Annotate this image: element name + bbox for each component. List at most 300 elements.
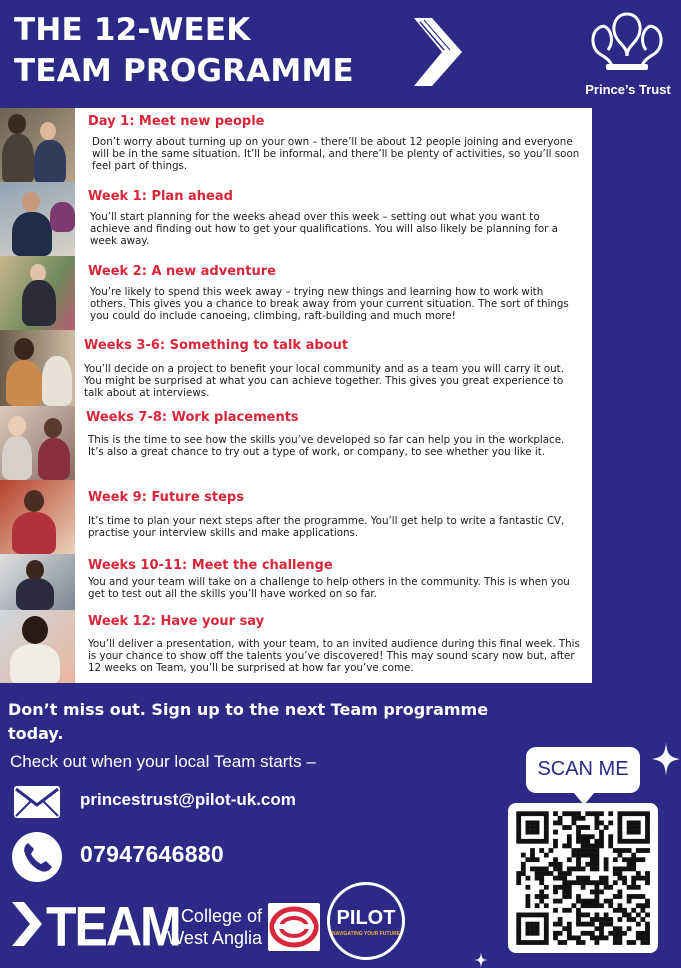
qr-module: [535, 913, 540, 918]
qr-module: [604, 913, 609, 918]
qr-module: [581, 834, 586, 839]
qr-module: [581, 848, 586, 853]
qr-module: [627, 811, 632, 816]
qr-module: [613, 936, 618, 941]
qr-module: [535, 871, 540, 876]
qr-module: [562, 894, 567, 899]
list-item: [0, 406, 592, 480]
phone-link[interactable]: 07947646880: [80, 841, 225, 867]
qr-module: [576, 825, 581, 830]
qr-module: [613, 857, 618, 862]
check-text: Check out when your local Team starts –: [10, 752, 316, 771]
qr-module: [599, 936, 604, 941]
qr-module: [549, 871, 554, 876]
qr-module: [558, 922, 563, 927]
qr-module: [521, 867, 526, 872]
photo-challenge: [0, 554, 75, 610]
item-heading: Weeks 10-11: Meet the challenge: [88, 558, 333, 573]
qr-module: [576, 811, 581, 816]
qr-module: [530, 913, 535, 918]
qr-module: [526, 940, 531, 945]
qr-module: [631, 885, 636, 890]
qr-module: [526, 876, 531, 881]
qr-module: [576, 940, 581, 945]
qr-module: [645, 913, 650, 918]
qr-module: [576, 853, 581, 858]
qr-module: [645, 876, 650, 881]
qr-module: [585, 922, 590, 927]
qr-module: [585, 853, 590, 858]
list-item: [0, 256, 592, 330]
email-link[interactable]: princestrust@pilot-uk.com: [80, 790, 296, 809]
team-logo: [10, 895, 180, 958]
qr-module: [544, 885, 549, 890]
college-logo-icon: [268, 903, 320, 951]
qr-module: [622, 839, 627, 844]
qr-module: [576, 867, 581, 872]
qr-module: [631, 830, 636, 835]
qr-module: [627, 857, 632, 862]
qr-module: [535, 931, 540, 936]
qr-module: [590, 848, 595, 853]
qr-module: [618, 853, 623, 858]
qr-module: [581, 913, 586, 918]
qr-module: [636, 825, 641, 830]
qr-module: [535, 926, 540, 931]
qr-module: [595, 844, 600, 849]
qr-module: [618, 903, 623, 908]
qr-module: [553, 821, 558, 826]
qr-module: [641, 908, 646, 913]
qr-module: [526, 899, 531, 904]
qr-module: [539, 839, 544, 844]
qr-module: [535, 867, 540, 872]
item-heading: Weeks 7-8: Work placements: [86, 410, 299, 425]
qr-module: [576, 913, 581, 918]
qr-module: [636, 839, 641, 844]
qr-module: [567, 825, 572, 830]
qr-module: [553, 857, 558, 862]
qr-module: [599, 876, 604, 881]
qr-module: [618, 908, 623, 913]
qr-module: [641, 936, 646, 941]
qr-module: [641, 940, 646, 945]
qr-module: [599, 830, 604, 835]
qr-module: [535, 839, 540, 844]
qr-module: [618, 834, 623, 839]
qr-module: [576, 816, 581, 821]
qr-module: [553, 811, 558, 816]
qr-module: [544, 931, 549, 936]
qr-module: [535, 821, 540, 826]
item-text: You’re likely to spend this week away – trying new things and learning how to work with others. This gives you a chance to break away from your current situation. The sort of things you could do include canoeing, climbing, raft-building and much more!: [90, 286, 569, 323]
item-text: You’ll start planning for the weeks ahead over this week – setting out what you want to achieve and finding out how to get your qualifications. You will also likely be planning for a week away.: [90, 211, 558, 248]
qr-module: [636, 903, 641, 908]
qr-module: [576, 917, 581, 922]
qr-module: [622, 867, 627, 872]
qr-module: [618, 867, 623, 872]
qr-module: [567, 931, 572, 936]
qr-module: [567, 926, 572, 931]
qr-module: [622, 913, 627, 918]
sparkle-icon: [652, 742, 680, 776]
qr-module: [590, 890, 595, 895]
qr-module: [604, 862, 609, 867]
qr-module: [576, 908, 581, 913]
qr-module: [544, 894, 549, 899]
qr-module: [544, 825, 549, 830]
qr-module: [590, 936, 595, 941]
qr-module: [526, 922, 531, 927]
qr-module: [613, 931, 618, 936]
qr-module: [618, 876, 623, 881]
qr-module: [539, 940, 544, 945]
qr-module: [576, 830, 581, 835]
qr-module: [631, 894, 636, 899]
qr-module: [590, 899, 595, 904]
qr-module: [627, 848, 632, 853]
qr-module: [627, 821, 632, 826]
qr-module: [562, 871, 567, 876]
qr-module: [627, 862, 632, 867]
feathers-icon: [584, 8, 670, 78]
qr-module: [590, 853, 595, 858]
qr-module: [618, 931, 623, 936]
qr-module: [530, 848, 535, 853]
qr-module: [521, 853, 526, 858]
qr-module: [576, 894, 581, 899]
item-heading: Week 12: Have your say: [88, 614, 265, 629]
qr-module: [581, 940, 586, 945]
phone-icon: [12, 832, 62, 882]
qr-module: [645, 940, 650, 945]
qr-module: [585, 931, 590, 936]
qr-module: [585, 862, 590, 867]
qr-module: [585, 880, 590, 885]
qr-module: [530, 830, 535, 835]
qr-module: [576, 834, 581, 839]
qr-module: [562, 880, 567, 885]
qr-module: [539, 811, 544, 816]
qr-module: [526, 825, 531, 830]
princes-trust-logo: [578, 8, 678, 100]
qr-module: [608, 903, 613, 908]
qr-module: [641, 894, 646, 899]
qr-module: [558, 876, 563, 881]
qr-module: [521, 913, 526, 918]
qr-module: [585, 844, 590, 849]
qr-module: [590, 922, 595, 927]
qr-module: [645, 880, 650, 885]
title-line-2: TEAM PROGRAMME: [14, 53, 354, 89]
qr-module: [627, 926, 632, 931]
qr-module: [595, 862, 600, 867]
qr-module: [595, 867, 600, 872]
photo-people-working: [0, 108, 75, 182]
list-item: [0, 182, 592, 256]
qr-module: [553, 908, 558, 913]
qr-module: [604, 936, 609, 941]
qr-module: [530, 867, 535, 872]
list-item: [0, 480, 592, 554]
qr-module: [631, 821, 636, 826]
qr-module: [636, 811, 641, 816]
qr-module: [631, 839, 636, 844]
qr-module: [604, 899, 609, 904]
qr-module: [645, 811, 650, 816]
qr-module: [641, 848, 646, 853]
qr-module: [585, 825, 590, 830]
qr-module: [622, 931, 627, 936]
list-item: [0, 330, 592, 406]
qr-module: [618, 871, 623, 876]
qr-module: [608, 834, 613, 839]
qr-module: [558, 867, 563, 872]
qr-module: [553, 844, 558, 849]
qr-module: [535, 903, 540, 908]
qr-module: [530, 853, 535, 858]
qr-module: [585, 913, 590, 918]
qr-module: [645, 922, 650, 927]
photo-talking: [0, 330, 75, 406]
qr-module: [572, 853, 577, 858]
qr-module: [530, 839, 535, 844]
qr-module: [516, 931, 521, 936]
qr-module: [590, 917, 595, 922]
qr-module: [526, 903, 531, 908]
qr-module: [636, 830, 641, 835]
qr-module: [645, 834, 650, 839]
qr-module: [645, 899, 650, 904]
qr-module: [521, 940, 526, 945]
qr-module: [567, 922, 572, 927]
qr-module: [636, 876, 641, 881]
qr-module: [613, 908, 618, 913]
qr-module: [558, 931, 563, 936]
qr-module: [521, 871, 526, 876]
qr-module: [590, 862, 595, 867]
qr-module: [562, 825, 567, 830]
qr-module: [622, 848, 627, 853]
qr-module: [567, 880, 572, 885]
qr-module: [521, 811, 526, 816]
qr-module: [530, 926, 535, 931]
qr-module: [636, 848, 641, 853]
qr-module: [558, 917, 563, 922]
qr-module: [645, 821, 650, 826]
qr-module: [558, 940, 563, 945]
qr-module: [631, 908, 636, 913]
qr-module: [544, 834, 549, 839]
qr-module: [604, 917, 609, 922]
qr-module: [553, 830, 558, 835]
qr-module: [645, 931, 650, 936]
qr-module: [549, 848, 554, 853]
qr-module: [553, 867, 558, 872]
chevron-right-icon: [410, 14, 466, 90]
qr-module: [618, 936, 623, 941]
qr-module: [572, 816, 577, 821]
qr-module: [613, 867, 618, 872]
qr-module: [613, 848, 618, 853]
qr-module: [526, 857, 531, 862]
qr-module: [585, 811, 590, 816]
qr-module: [599, 917, 604, 922]
sparkle-icon: [474, 952, 488, 968]
qr-module: [627, 913, 632, 918]
qr-module: [631, 862, 636, 867]
qr-module: [636, 936, 641, 941]
qr-module: [516, 880, 521, 885]
qr-module: [544, 839, 549, 844]
qr-module: [595, 890, 600, 895]
qr-module: [562, 926, 567, 931]
qr-module: [595, 899, 600, 904]
title-line-1: THE 12-WEEK: [14, 12, 251, 48]
qr-module: [595, 885, 600, 890]
item-text: You’ll deliver a presentation, with your team, to an invited audience during this final week. This is your chance to show off the talents you’ve discovered! This may sound scary now but, after 12 weeks on Team, you’ll be surprised at how far you’ve come.: [88, 638, 580, 675]
programme-panel: [0, 108, 592, 683]
qr-module: [581, 867, 586, 872]
qr-module: [595, 853, 600, 858]
qr-module: [590, 811, 595, 816]
qr-module: [595, 811, 600, 816]
qr-module: [636, 894, 641, 899]
qr-module: [599, 931, 604, 936]
qr-code[interactable]: [508, 803, 658, 953]
qr-module: [576, 936, 581, 941]
qr-module: [562, 844, 567, 849]
qr-module: [581, 816, 586, 821]
qr-module: [549, 862, 554, 867]
qr-module: [631, 940, 636, 945]
qr-module: [641, 917, 646, 922]
qr-module: [641, 931, 646, 936]
qr-module: [636, 871, 641, 876]
qr-module: [526, 885, 531, 890]
qr-module: [567, 867, 572, 872]
qr-module: [544, 936, 549, 941]
qr-module: [595, 917, 600, 922]
chevron-right-icon: [10, 900, 44, 948]
qr-module: [613, 940, 618, 945]
qr-module: [572, 821, 577, 826]
qr-module: [595, 857, 600, 862]
qr-module: [572, 848, 577, 853]
qr-module: [618, 890, 623, 895]
item-heading: Week 1: Plan ahead: [88, 189, 233, 204]
qr-module: [572, 936, 577, 941]
qr-module: [636, 913, 641, 918]
pilot-logo-text: PILOT: [336, 907, 396, 929]
qr-module: [526, 913, 531, 918]
qr-module: [631, 917, 636, 922]
qr-module: [608, 821, 613, 826]
list-item: [0, 108, 592, 182]
qr-module: [604, 880, 609, 885]
qr-module: [595, 839, 600, 844]
qr-module: [530, 821, 535, 826]
qr-module: [645, 903, 650, 908]
qr-module: [595, 936, 600, 941]
qr-module: [627, 917, 632, 922]
qr-module: [576, 862, 581, 867]
item-text: It’s time to plan your next steps after the programme. You’ll get help to write a fantastic CV, practise your interview skills and make applications.: [88, 515, 565, 540]
qr-module: [576, 839, 581, 844]
qr-module: [521, 862, 526, 867]
qr-module: [599, 926, 604, 931]
qr-module: [572, 880, 577, 885]
qr-module: [595, 825, 600, 830]
qr-module: [604, 922, 609, 927]
qr-module: [590, 931, 595, 936]
qr-module: [581, 876, 586, 881]
qr-module: [553, 922, 558, 927]
qr-module: [641, 876, 646, 881]
qr-module: [516, 811, 521, 816]
qr-module: [562, 876, 567, 881]
qr-module: [636, 931, 641, 936]
qr-module: [581, 844, 586, 849]
qr-module: [618, 917, 623, 922]
qr-module: [622, 908, 627, 913]
qr-module: [581, 880, 586, 885]
qr-module: [544, 922, 549, 927]
qr-module: [539, 876, 544, 881]
qr-module: [618, 926, 623, 931]
qr-module: [544, 853, 549, 858]
qr-module: [572, 811, 577, 816]
qr-module: [526, 839, 531, 844]
photo-planning: [0, 182, 75, 256]
qr-module: [544, 913, 549, 918]
qr-module: [530, 857, 535, 862]
qr-module: [567, 839, 572, 844]
qr-module: [618, 894, 623, 899]
qr-module: [576, 848, 581, 853]
qr-module: [595, 926, 600, 931]
qr-module: [599, 890, 604, 895]
qr-module: [622, 876, 627, 881]
qr-module: [645, 816, 650, 821]
qr-module: [595, 816, 600, 821]
qr-module: [539, 848, 544, 853]
qr-module: [631, 853, 636, 858]
qr-module: [595, 848, 600, 853]
qr-module: [516, 922, 521, 927]
list-item: [0, 610, 592, 683]
pilot-tagline: NAVIGATING YOUR FUTURE: [331, 931, 401, 937]
qr-module: [595, 821, 600, 826]
qr-module: [627, 894, 632, 899]
qr-module: [521, 839, 526, 844]
qr-module: [526, 894, 531, 899]
scan-me-label: [526, 747, 640, 793]
item-text: You and your team will take on a challenge to help others in the community. This is when you get to test out all the skills you’ll have worked on so far.: [88, 576, 570, 601]
qr-module: [516, 936, 521, 941]
qr-module: [558, 821, 563, 826]
qr-module: [604, 825, 609, 830]
list-item: [0, 554, 592, 610]
qr-module: [572, 903, 577, 908]
qr-module: [558, 816, 563, 821]
cta-text: Don’t miss out. Sign up to the next Team programme today.: [8, 700, 489, 743]
qr-module: [618, 821, 623, 826]
qr-module: [516, 834, 521, 839]
qr-module: [645, 830, 650, 835]
qr-module: [516, 940, 521, 945]
qr-module: [599, 821, 604, 826]
